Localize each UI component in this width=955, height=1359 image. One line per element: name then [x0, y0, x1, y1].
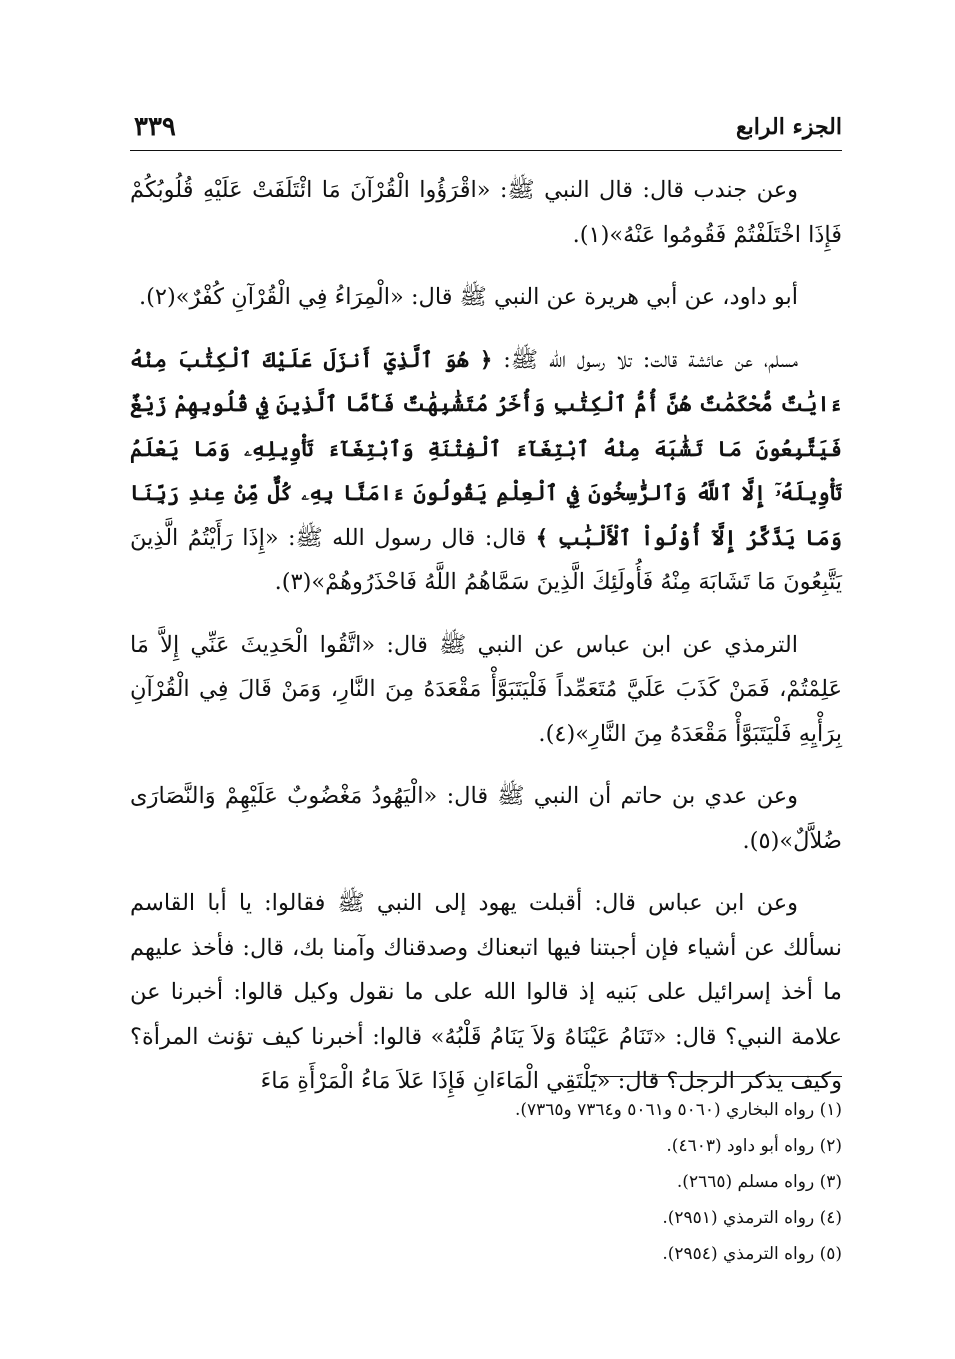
- footnotes: [130, 1092, 842, 1272]
- hadith-jundub: وعن جندب قال: قال النبي ﷺ: «اقْرَؤُوا الْقُرْآنَ مَا ائْتَلَفَتْ عَلَيْهِ قُلُوبُكُمْ فَإِذَا اخْتَلَفْتُمْ فَقُومُوا عَنْهُ»(١).: [130, 177, 842, 248]
- quran-verse: ﴿ هُوَ ٱلَّذِيٓ أَنزَلَ عَلَيْكَ ٱلْكِتَٰبَ مِنْهُ ءَايَٰتٌ مُّحْكَمَٰتٌ هُنَّ أُمُّ ٱلْكِتَٰبِ وَأُخَرُ مُتَشَٰبِهَٰتٌ فَأَمَّا ٱلَّذِينَ فِي قُلُوبِهِمْ زَيْغٌ فَيَتَّبِعُونَ مَا تَشَٰبَهَ مِنْهُ ٱبْتِغَآءَ ٱلْفِتْنَةِ وَٱبْتِغَآءَ تَأْوِيلِهِۦ وَمَا يَعْلَمُ تَأْوِيلَهُۥٓ إِلَّا ٱللَّهُ وَٱلرَّٰسِخُونَ فِي ٱلْعِلْمِ يَقُولُونَ ءَامَنَّا بِهِۦ كُلٌّ مِّنْ عِندِ رَبِّنَا وَمَا يَذَّكَّرُ إِلَّآ أُوْلُواْ ٱلْأَلْبَٰبِ ﴾: [130, 346, 842, 550]
- footnote-divider: [590, 1076, 842, 1077]
- hadith-ibn-abbas-jews: وعن ابن عباس قال: أقبلت يهود إلى النبي ﷺ فقالوا: يا أبا القاسم نسألك عن أشياء فإن أجبتنا فيها اتبعناك وصدقناك وآمنا بك، قال: فأخذ عليهم ما أخذ إسرائيل على بَنيه إذ قالوا الله على ما نقول وكيل قالوا: أخبرنا عن علامة النبي؟ قال: «تَنَامُ عَيْنَاهُ وَلاَ يَنَامُ قَلْبُهُ» قالوا: أخبرنا كيف تؤنث المرأة؟ وكيف يذكر الرجل؟ قال: «يَلْتَقِي الْمَاءَانِ فَإِذَا عَلاَ مَاءُ الْمَرْأَةِ مَاءَ: [130, 890, 842, 1094]
- hadith-aisha: [130, 338, 842, 605]
- hadith-abu-hurayra: أبو داود، عن أبي هريرة عن النبي ﷺ قال: «الْمِرَاءُ فِي الْقُرْآنِ كُفْرٌ»(٢).: [138, 284, 798, 310]
- hadith-ibn-abbas-tirmidhi: الترمذي عن ابن عباس عن النبي ﷺ قال: «اتَّقُوا الْحَدِيثَ عَنِّي إِلاَّ مَا عَلِمْتُمْ، فَمَنْ كَذَبَ عَلَيَّ مُتَعَمِّداً فَلْيَتَبَوَّأْ مَقْعَدَهُ مِنَ النَّارِ، وَمَنْ قَالَ فِي الْقُرْآنِ بِرَأْيِهِ فَلْيَتَبَوَّأْ مَقْعَدَهُ مِنَ النَّارِ»(٤).: [130, 631, 842, 747]
- page-body: [130, 168, 842, 1122]
- page-number: ٣٣٩: [134, 112, 176, 142]
- footnote-1: (١) رواه البخاري (٥٠٦٠ و٥٠٦١ و٧٣٦٤ و٧٣٦٥).: [514, 1100, 842, 1120]
- footnote-2: (٢) رواه أبو داود (٤٦٠٣).: [666, 1136, 842, 1156]
- page-header: [130, 108, 842, 151]
- footnote-5: (٥) رواه الترمذي (٢٩٥٤).: [662, 1244, 842, 1264]
- footnote-3: (٣) رواه مسلم (٢٦٦٥).: [676, 1172, 842, 1192]
- hadith-aisha-lead: مسلم، عن عائشة قالت: تلا رسول الله ﷺ:: [492, 346, 798, 373]
- running-title: الجزء الرابع: [735, 114, 842, 140]
- hadith-aisha-tail: قال: قال رسول الله ﷺ: «إِذَا رَأَيْتُمُ الَّذِينَ يَتَّبِعُونَ مَا تَشَابَهَ مِنْهُ فَأُولَئِكَ الَّذِينَ سَمَّاهُمُ اللَّهُ فَاحْذَرُوهُمْ»(٣).: [130, 524, 842, 595]
- footnote-4: (٤) رواه الترمذي (٢٩٥١).: [662, 1208, 842, 1228]
- hadith-adi-ibn-hatim: وعن عدي بن حاتم أن النبي ﷺ قال: «الْيَهُودُ مَغْضُوبٌ عَلَيْهِمْ وَالنَّصَارَى ضُلاَّلٌ»(٥).: [130, 783, 842, 854]
